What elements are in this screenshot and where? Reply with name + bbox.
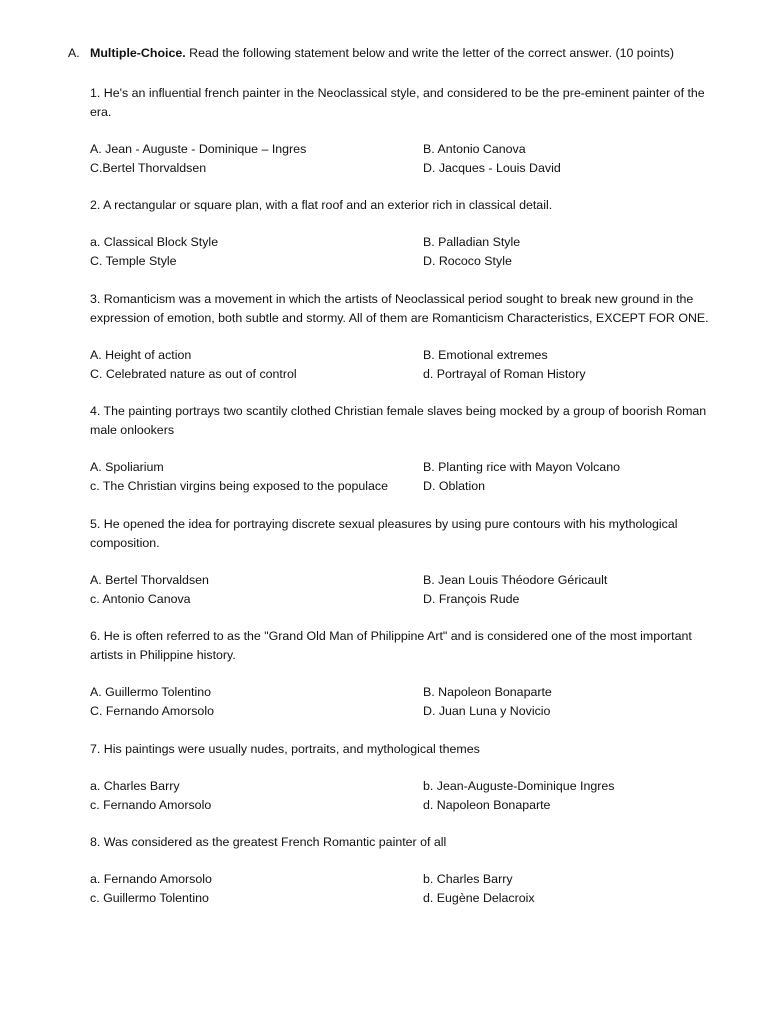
- choice-row: [90, 346, 730, 365]
- choice-row: [90, 702, 730, 721]
- choice-row: [90, 365, 730, 384]
- choice-option: B. Antonio Canova: [423, 142, 526, 156]
- choice-option: D. Rococo Style: [423, 254, 512, 268]
- choice-row: [90, 777, 730, 796]
- choice-row: [90, 458, 730, 477]
- choice-option: B. Planting rice with Mayon Volcano: [423, 460, 620, 474]
- choice-row: [90, 590, 730, 609]
- section-title: Multiple-Choice.: [90, 46, 186, 60]
- choice-option: D. François Rude: [423, 592, 520, 606]
- question-5: [90, 515, 722, 553]
- choice-row: [90, 796, 730, 815]
- question-text: 8. Was considered as the greatest French Romantic painter of all: [90, 835, 447, 849]
- question-text: 5. He opened the idea for portraying discrete sexual pleasures by using pure contours with his mythological composition.: [90, 517, 678, 550]
- choices-5: [90, 571, 730, 609]
- question-text: 6. He is often referred to as the "Grand Old Man of Philippine Art" and is considered one of the most important artists in Philippine history.: [90, 629, 692, 662]
- choice-option: d. Portrayal of Roman History: [423, 367, 586, 381]
- choice-option: a. Fernando Amorsolo: [90, 872, 212, 886]
- choice-option: a. Classical Block Style: [90, 235, 219, 249]
- choice-option: A. Guillermo Tolentino: [90, 685, 211, 699]
- choice-row: [90, 870, 730, 889]
- choices-2: [90, 233, 730, 271]
- section-instructions: Read the following statement below and write the letter of the correct answer. (10 points): [185, 46, 674, 60]
- choice-row: [90, 252, 730, 271]
- choice-option: B. Jean Louis Théodore Géricault: [423, 573, 608, 587]
- question-text: 1. He's an influential french painter in the Neoclassical style, and considered to be the pre-eminent painter of the era.: [90, 86, 705, 119]
- choice-option: A. Jean - Auguste - Dominique – Ingres: [90, 142, 307, 156]
- choice-row: [90, 233, 730, 252]
- question-text: 7. His paintings were usually nudes, portraits, and mythological themes: [90, 742, 480, 756]
- choice-option: C. Temple Style: [90, 254, 177, 268]
- choice-option: C.Bertel Thorvaldsen: [90, 161, 207, 175]
- choices-6: [90, 683, 730, 721]
- choice-option: A. Height of action: [90, 348, 192, 362]
- choice-option: A. Bertel Thorvaldsen: [90, 573, 209, 587]
- choice-option: c. Fernando Amorsolo: [90, 798, 212, 812]
- choices-8: [90, 870, 730, 908]
- choice-row: [90, 159, 730, 178]
- choice-row: [90, 683, 730, 702]
- section-header: [68, 46, 728, 60]
- question-8: [90, 833, 722, 852]
- choices-7: [90, 777, 730, 815]
- choice-row: [90, 477, 730, 496]
- choice-option: D. Jacques - Louis David: [423, 161, 561, 175]
- question-text: 3. Romanticism was a movement in which the artists of Neoclassical period sought to break new ground in the expression of emotion, both subtle and stormy. All of them are Romanticism Characteristics, EXCEPT FOR ONE.: [90, 292, 709, 325]
- choice-row: [90, 889, 730, 908]
- choices-3: [90, 346, 730, 384]
- question-text: 2. A rectangular or square plan, with a flat roof and an exterior rich in classical detail.: [90, 198, 553, 212]
- choice-option: b. Charles Barry: [423, 872, 513, 886]
- question-text: 4. The painting portrays two scantily clothed Christian female slaves being mocked by a group of boorish Roman male onlookers: [90, 404, 707, 437]
- choices-1: [90, 140, 730, 178]
- choice-row: [90, 571, 730, 590]
- section-letter: A.: [68, 46, 80, 60]
- choice-row: [90, 140, 730, 159]
- choice-option: D. Oblation: [423, 479, 485, 493]
- choice-option: c. Guillermo Tolentino: [90, 891, 209, 905]
- question-7: [90, 740, 722, 759]
- choice-option: b. Jean-Auguste-Dominique Ingres: [423, 779, 615, 793]
- question-3: [90, 290, 722, 328]
- choice-option: c. The Christian virgins being exposed to the populace: [90, 479, 389, 493]
- choice-option: c. Antonio Canova: [90, 592, 191, 606]
- choice-option: A. Spoliarium: [90, 460, 164, 474]
- choice-option: C. Fernando Amorsolo: [90, 704, 214, 718]
- choice-option: B. Palladian Style: [423, 235, 521, 249]
- question-2: [90, 196, 722, 215]
- choice-option: B. Emotional extremes: [423, 348, 548, 362]
- choice-option: a. Charles Barry: [90, 779, 180, 793]
- question-4: [90, 402, 722, 440]
- question-6: [90, 627, 722, 665]
- choice-option: d. Napoleon Bonaparte: [423, 798, 551, 812]
- choice-option: d. Eugène Delacroix: [423, 891, 535, 905]
- choices-4: [90, 458, 730, 496]
- question-1: [90, 84, 722, 122]
- choice-option: D. Juan Luna y Novicio: [423, 704, 551, 718]
- choice-option: C. Celebrated nature as out of control: [90, 367, 297, 381]
- choice-option: B. Napoleon Bonaparte: [423, 685, 552, 699]
